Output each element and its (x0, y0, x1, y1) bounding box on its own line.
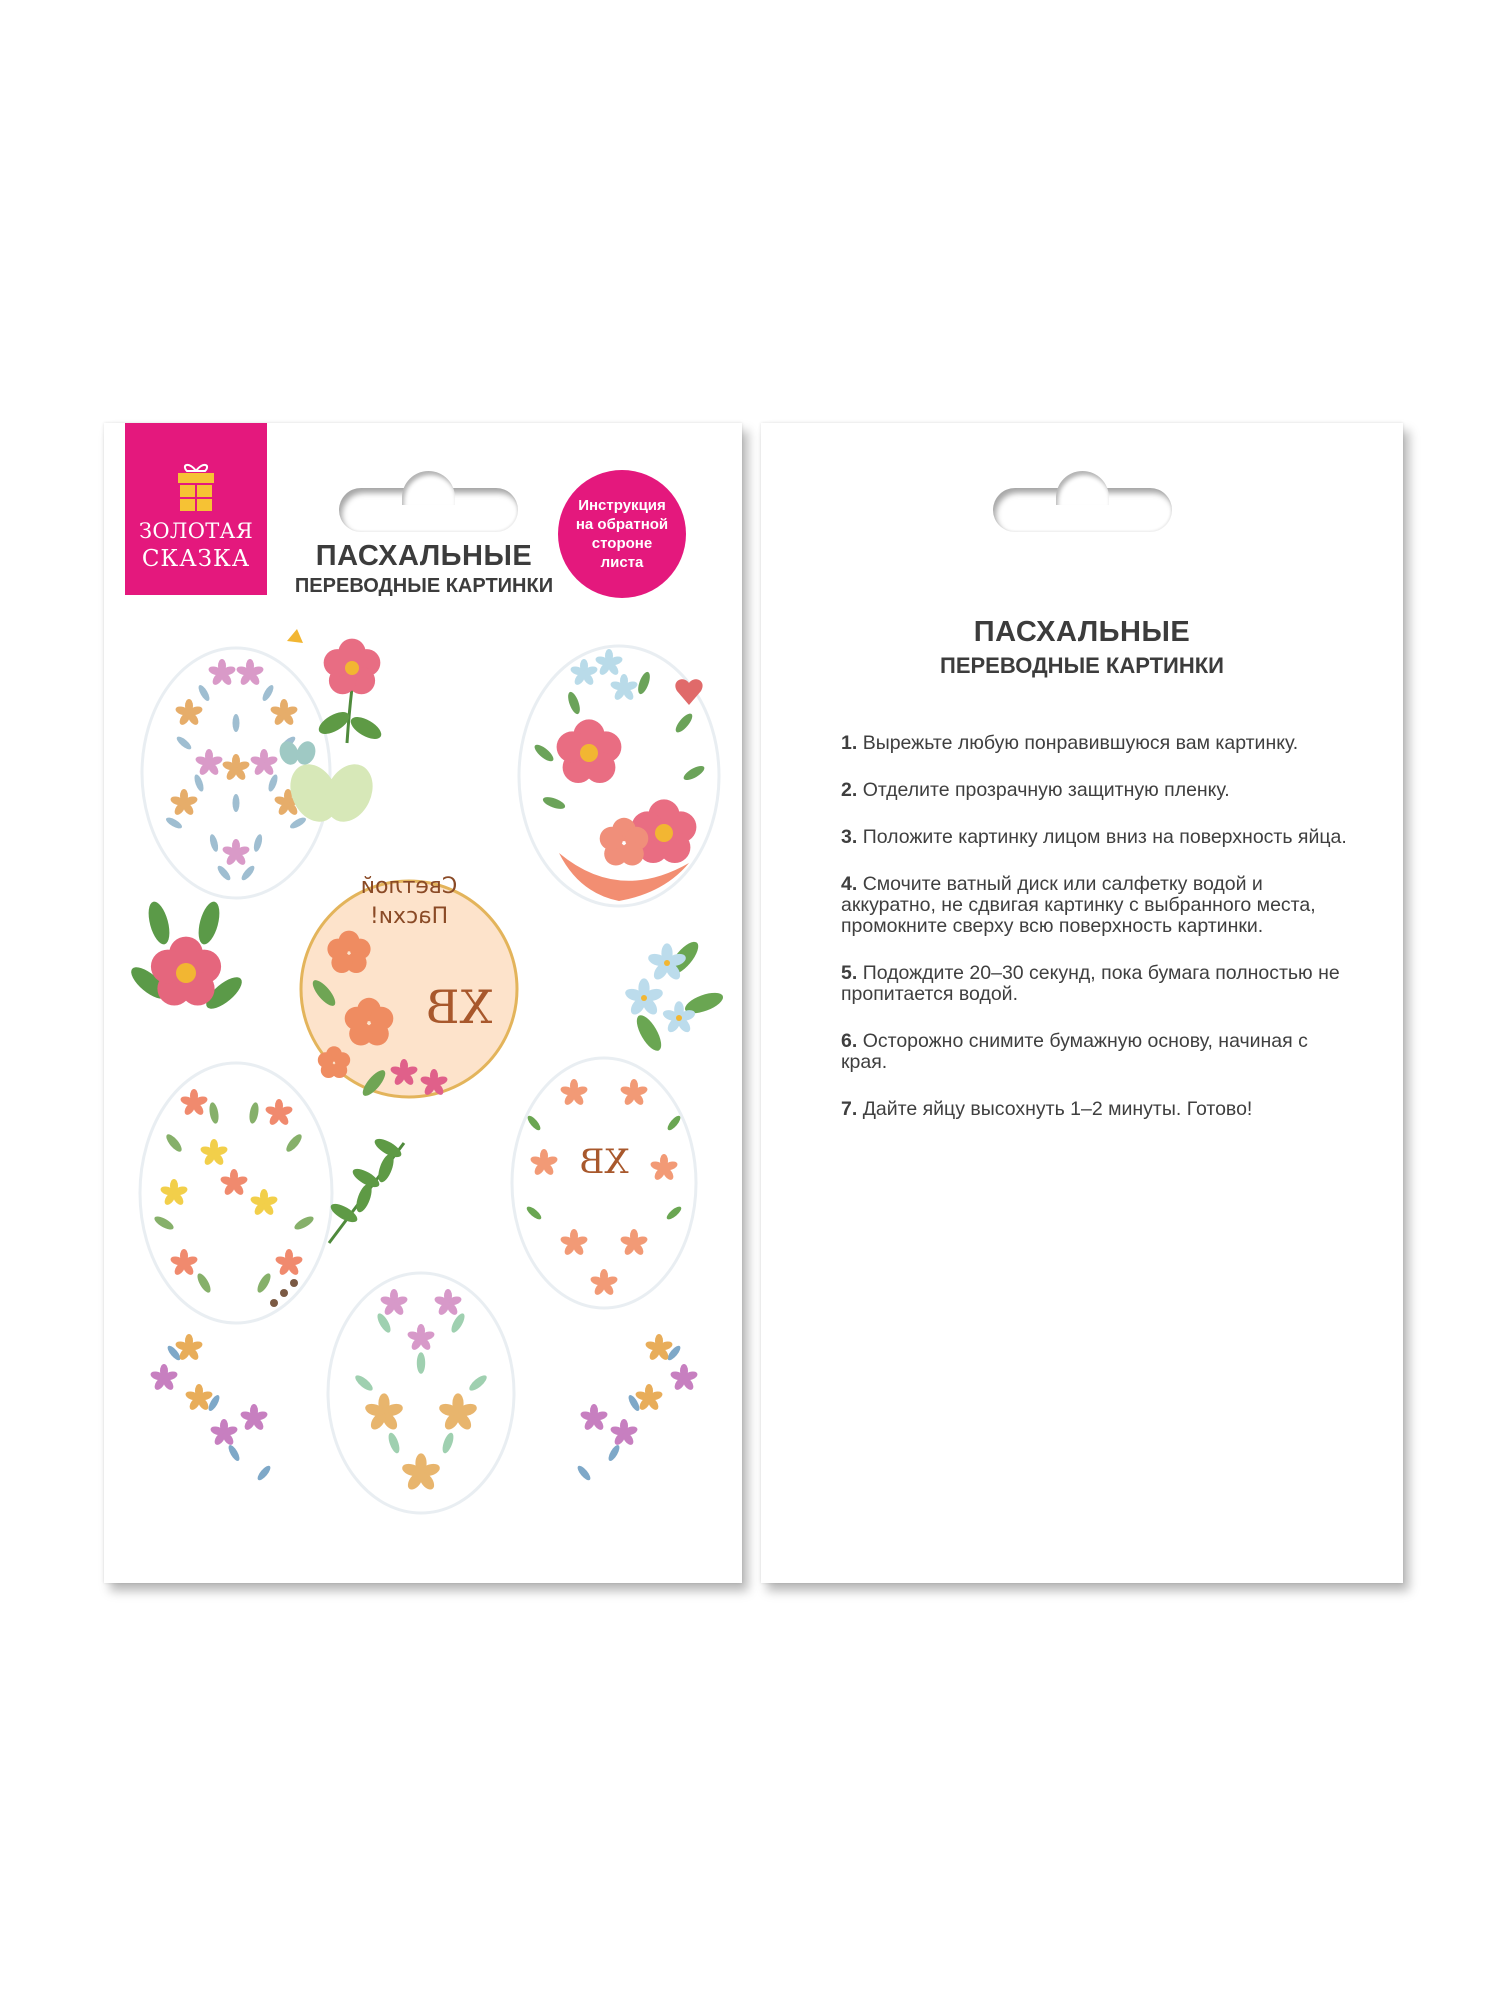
hb-large-text: ХВ (425, 980, 493, 1034)
badge-line3: стороне (591, 535, 653, 552)
hb-small-text: ХВ (579, 1142, 629, 1182)
greeting-line1: Светлой (360, 874, 458, 899)
sprig-sticker-right (576, 1334, 699, 1482)
instruction-step: 1. Вырежьте любую понравившуюся вам картинку. (841, 732, 1299, 754)
title-sub: ПЕРЕВОДНЫЕ КАРТИНКИ (294, 575, 554, 597)
instruction-step: 2. Отделите прозрачную защитную пленку. (841, 779, 1230, 801)
back-card (761, 423, 1403, 1583)
back-title (761, 616, 1403, 679)
front-card (104, 423, 742, 1583)
fern-sticker (328, 1135, 404, 1243)
title-main: ПАСХАЛЬНЫЕ (315, 540, 533, 572)
instruction-step: 4. Смочите ватный диск или салфетку водой и аккуратно, не сдвигая картинку с выбранного места, промокните сверху всю поверхность картинки. (841, 873, 1316, 937)
greeting-line2: Пасхи! (369, 904, 449, 929)
egg-sticker-wildflowers (140, 1063, 332, 1323)
instruction-step: 5. Подождите 20–30 секунд, пока бумага полностью не пропитается водой. (841, 962, 1340, 1005)
title-sub: ПЕРЕВОДНЫЕ КАРТИНКИ (940, 653, 1224, 678)
logo-line2: СКАЗКА (141, 546, 251, 572)
egg-sticker-hb (512, 1058, 696, 1308)
egg-sticker-green (328, 1273, 514, 1513)
instruction-list (841, 733, 1351, 1146)
title-main: ПАСХАЛЬНЫЕ (973, 616, 1191, 648)
instruction-step: 3. Положите картинку лицом вниз на поверхность яйца. (841, 826, 1347, 848)
instruction-step: 6. Осторожно снимите бумажную основу, начиная с края. (841, 1030, 1308, 1073)
flower-sticker-blue (624, 938, 726, 1055)
flower-sticker-red (126, 899, 246, 1014)
sticker-artwork (104, 423, 742, 1583)
logo-line1: ЗОЛОТАЯ (138, 519, 253, 543)
instruction-step: 7. Дайте яйцу высохнуть 1–2 минуты. Готово! (841, 1098, 1253, 1120)
badge-line2: на обратной (575, 516, 669, 533)
badge-line1: Инструкция (578, 497, 666, 514)
egg-sticker-pink-flowers (519, 646, 719, 906)
greeting-sticker (301, 874, 517, 1099)
hang-slot (993, 488, 1172, 532)
sprig-sticker-left (149, 1334, 272, 1482)
badge-line4: листа (600, 554, 644, 571)
